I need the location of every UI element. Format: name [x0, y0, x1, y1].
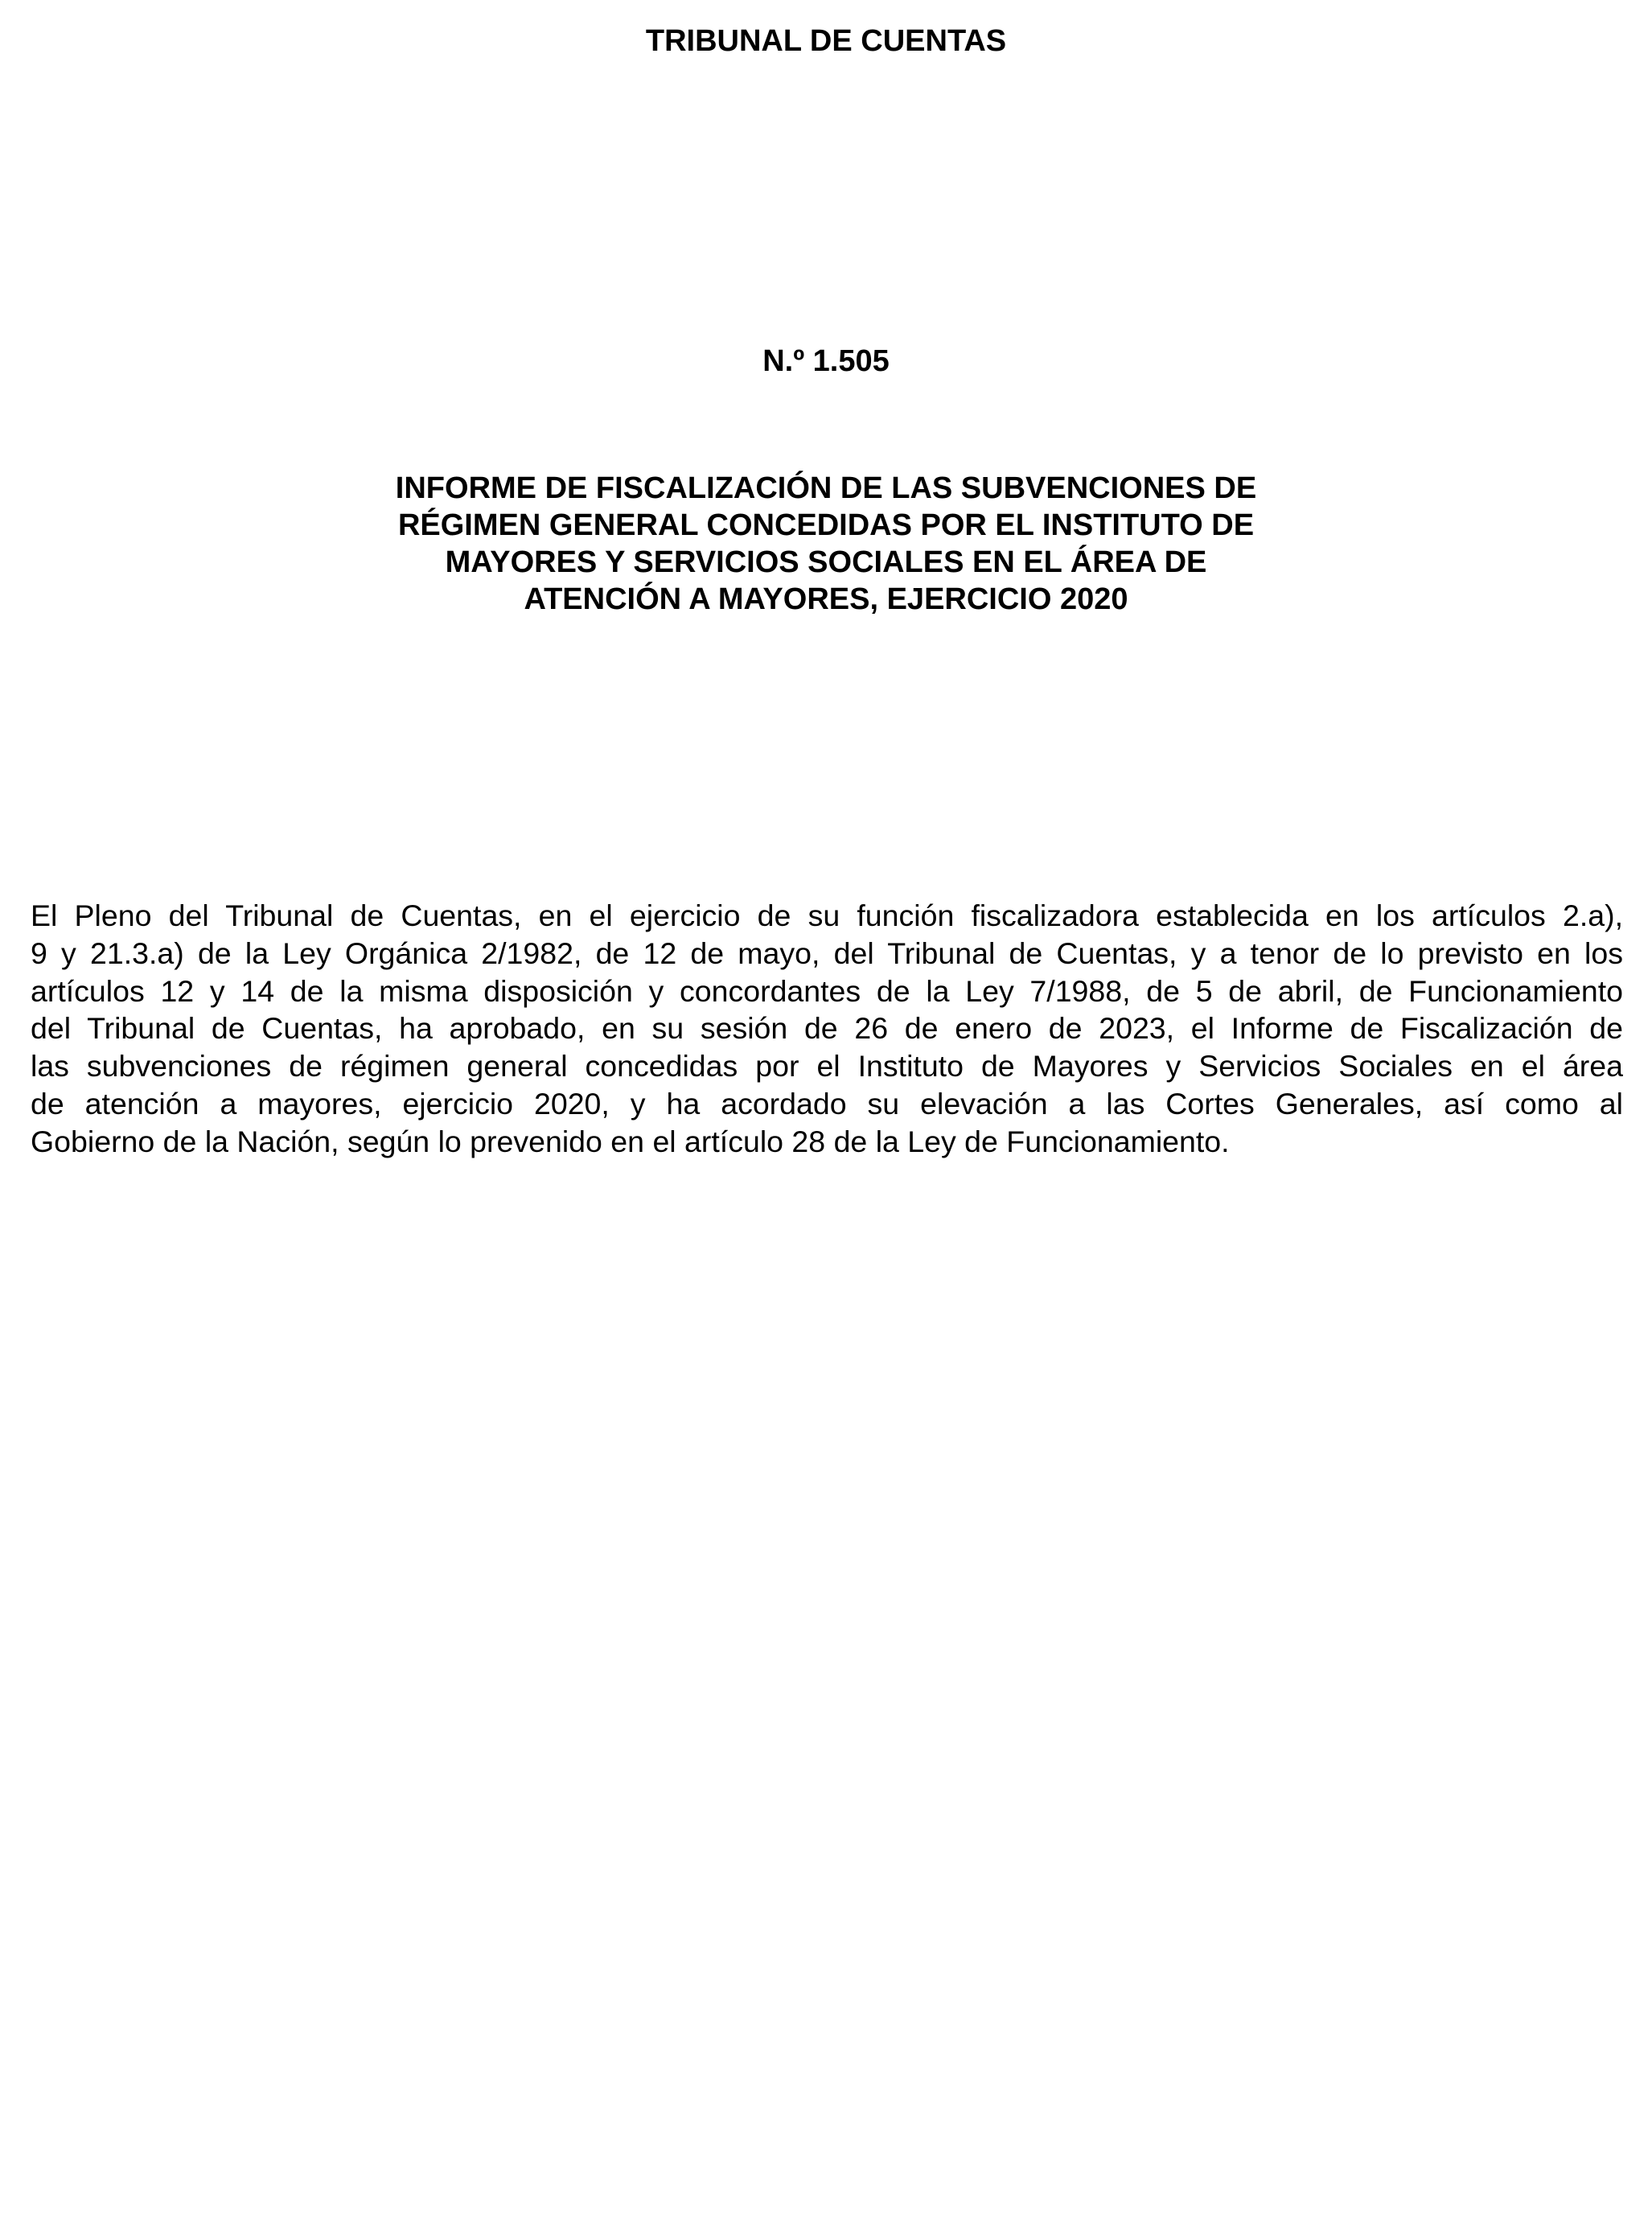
institution-header: TRIBUNAL DE CUENTAS	[645, 24, 1007, 58]
report-number: N.º 1.505	[762, 344, 890, 378]
report-title-line: MAYORES Y SERVICIOS SOCIALES EN EL ÁREA DE	[445, 545, 1207, 579]
report-title-line: RÉGIMEN GENERAL CONCEDIDAS POR EL INSTITUTO DE	[397, 508, 1255, 542]
paragraph-line: 9 y 21.3.a) de la Ley Orgánica 2/1982, de 12 de mayo, del Tribunal de Cuentas, y a tenor de lo previsto en los	[31, 936, 1623, 970]
paragraph-line: del Tribunal de Cuentas, ha aprobado, en su sesión de 26 de enero de 2023, el Informe de Fiscalización de	[31, 1011, 1623, 1046]
report-title	[263, 470, 1389, 618]
paragraph-line: las subvenciones de régimen general concedidas por el Instituto de Mayores y Servicios Sociales en el área	[31, 1049, 1623, 1084]
report-title-line: ATENCIÓN A MAYORES, EJERCICIO 2020	[524, 582, 1128, 616]
report-title-line: INFORME DE FISCALIZACIÓN DE LAS SUBVENCIONES DE	[395, 471, 1257, 505]
paragraph-line: Gobierno de la Nación, según lo prevenido en el artículo 28 de la Ley de Funcionamiento.	[31, 1124, 1230, 1158]
paragraph-line: El Pleno del Tribunal de Cuentas, en el ejercicio de su función fiscalizadora establecida en los artículos 2.a),	[31, 899, 1623, 932]
paragraph-line: artículos 12 y 14 de la misma disposición y concordantes de la Ley 7/1988, de 5 de abril, de Funcionamiento	[31, 973, 1623, 1008]
body-paragraph	[31, 897, 1623, 1161]
paragraph-line: de atención a mayores, ejercicio 2020, y ha acordado su elevación a las Cortes Generales, así como al	[31, 1086, 1623, 1121]
